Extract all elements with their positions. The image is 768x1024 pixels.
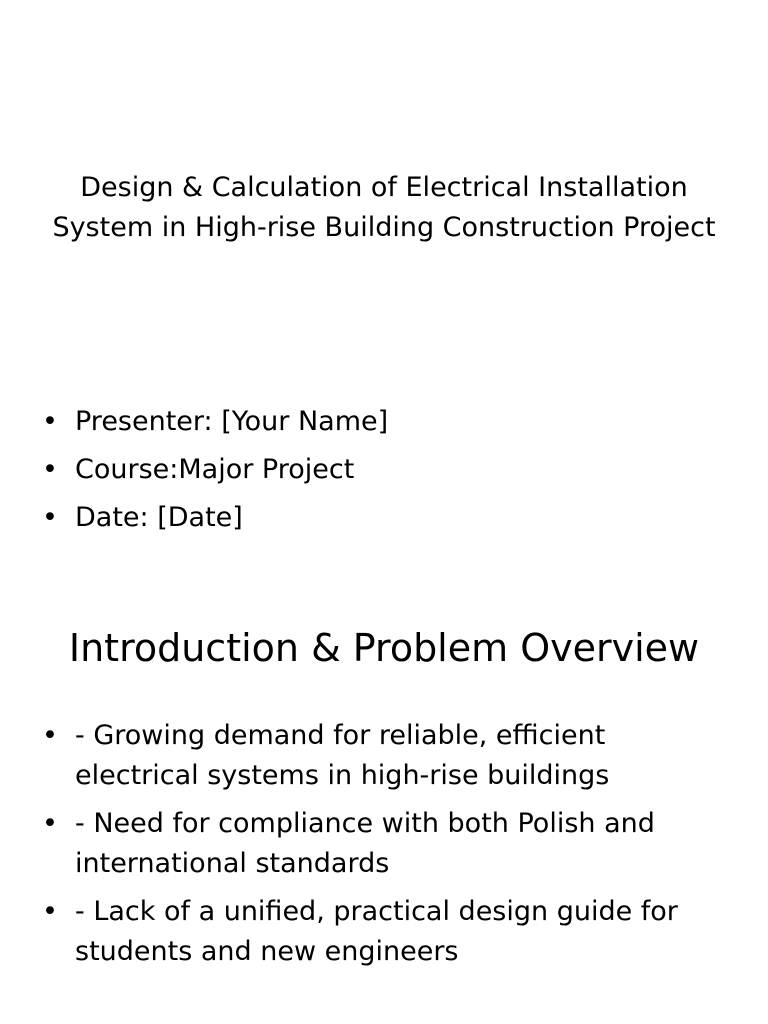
bullet-marker: • — [42, 720, 58, 751]
bullet-item — [42, 716, 732, 796]
slide-title: Design & Calculation of Electrical Installation System in High-rise Building Construction Project — [52, 172, 716, 243]
bullet-marker: • — [42, 896, 58, 927]
bullet-marker: • — [42, 502, 58, 533]
bullet-marker: • — [42, 454, 58, 485]
bullet-list — [42, 716, 732, 980]
bullet-list — [42, 402, 732, 546]
bullet-text: Date: [Date] — [75, 502, 243, 533]
introduction-slide — [0, 560, 768, 1024]
bullet-text: - Need for compliance with both Polish and international standards — [75, 808, 655, 879]
bullet-marker: • — [42, 406, 58, 437]
slide-title: Introduction & Problem Overview — [68, 626, 700, 670]
bullet-marker: • — [42, 808, 58, 839]
bullet-item-course — [42, 450, 732, 490]
bullet-item — [42, 804, 732, 884]
bullet-item-presenter — [42, 402, 732, 442]
bullet-item — [42, 892, 732, 972]
bullet-item-date — [42, 498, 732, 538]
bullet-text: Presenter: [Your Name] — [75, 406, 389, 437]
bullet-text: - Lack of a unified, practical design guide for students and new engineers — [75, 896, 678, 967]
bullet-text: Course:Major Project — [75, 454, 355, 485]
bullet-text: - Growing demand for reliable, efficient electrical systems in high-rise buildings — [75, 720, 610, 791]
